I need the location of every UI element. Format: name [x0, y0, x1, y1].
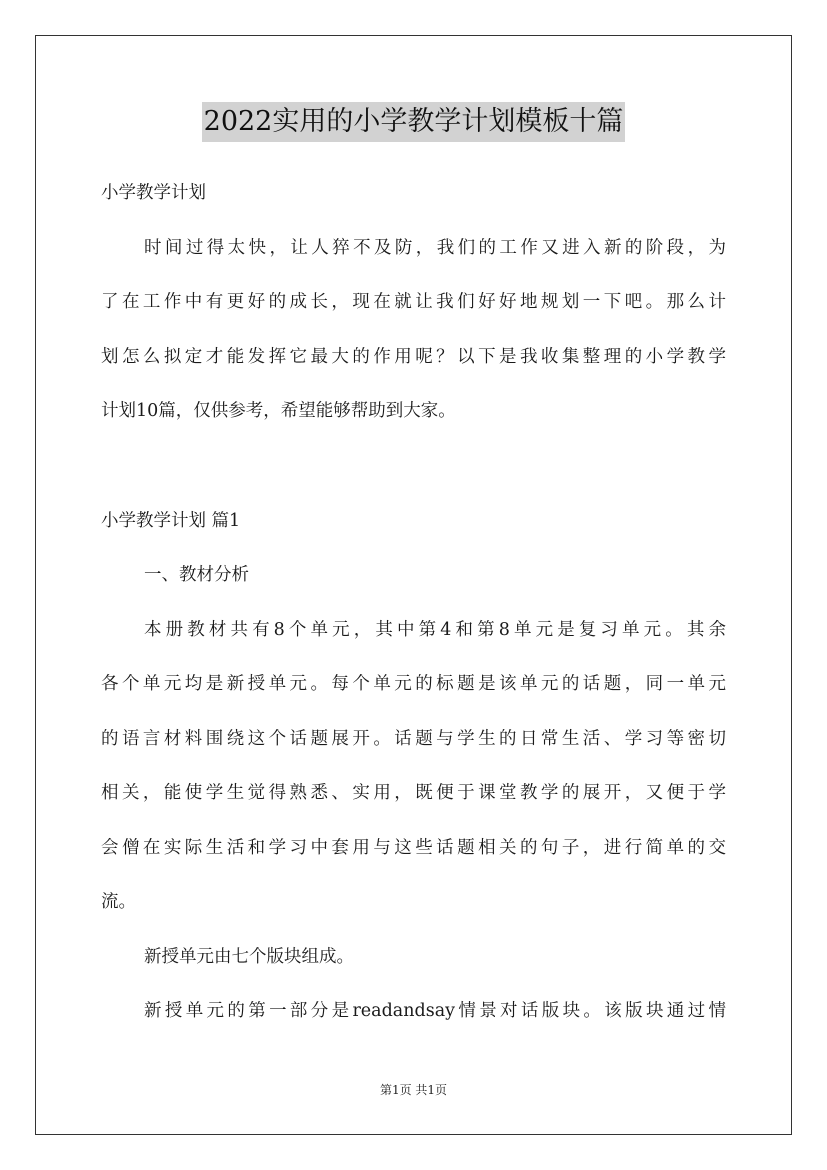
document-heading: 小学教学计划	[101, 183, 206, 203]
document-body	[101, 174, 726, 1047]
intro-line-4: 计划10篇，仅供参考，希望能够帮助到大家。	[101, 401, 456, 421]
paragraph1-line-1: 本册教材共有8个单元，其中第4和第8单元是复习单元。其余	[144, 619, 726, 640]
title-container	[0, 102, 827, 142]
paragraph1-line-3: 的语言材料围绕这个话题展开。话题与学生的日常生活、学习等密切	[101, 728, 726, 749]
paragraph2: 新授单元由七个版块组成。	[144, 946, 354, 967]
section-gap	[101, 447, 726, 502]
paragraph3: 新授单元的第一部分是readandsay情景对话版块。该版块通过情	[144, 1001, 726, 1021]
section-heading: 小学教学计划 篇1	[101, 510, 241, 531]
paragraph1-line-2: 各个单元均是新授单元。每个单元的标题是该单元的话题，同一单元	[101, 674, 726, 694]
intro-line-3: 划怎么拟定才能发挥它最大的作用呢？以下是我收集整理的小学教学	[101, 346, 726, 367]
intro-line-2: 了在工作中有更好的成长，现在就让我们好好地规划一下吧。那么计	[101, 292, 726, 312]
document-title: 2022实用的小学教学计划模板十篇	[202, 102, 626, 142]
intro-line-1: 时间过得太快，让人猝不及防，我们的工作又进入新的阶段，为	[144, 237, 726, 258]
paragraph1-line-5: 会僧在实际生活和学习中套用与这些话题相关的句子，进行简单的交	[101, 837, 726, 858]
page-footer: 第1页 共1页	[379, 1083, 448, 1097]
paragraph1-line-6: 流。	[101, 892, 136, 912]
subsection-heading: 一、教材分析	[144, 565, 249, 585]
paragraph1-line-4: 相关，能使学生觉得熟悉、实用，既便于课堂教学的展开，又便于学	[101, 783, 726, 803]
